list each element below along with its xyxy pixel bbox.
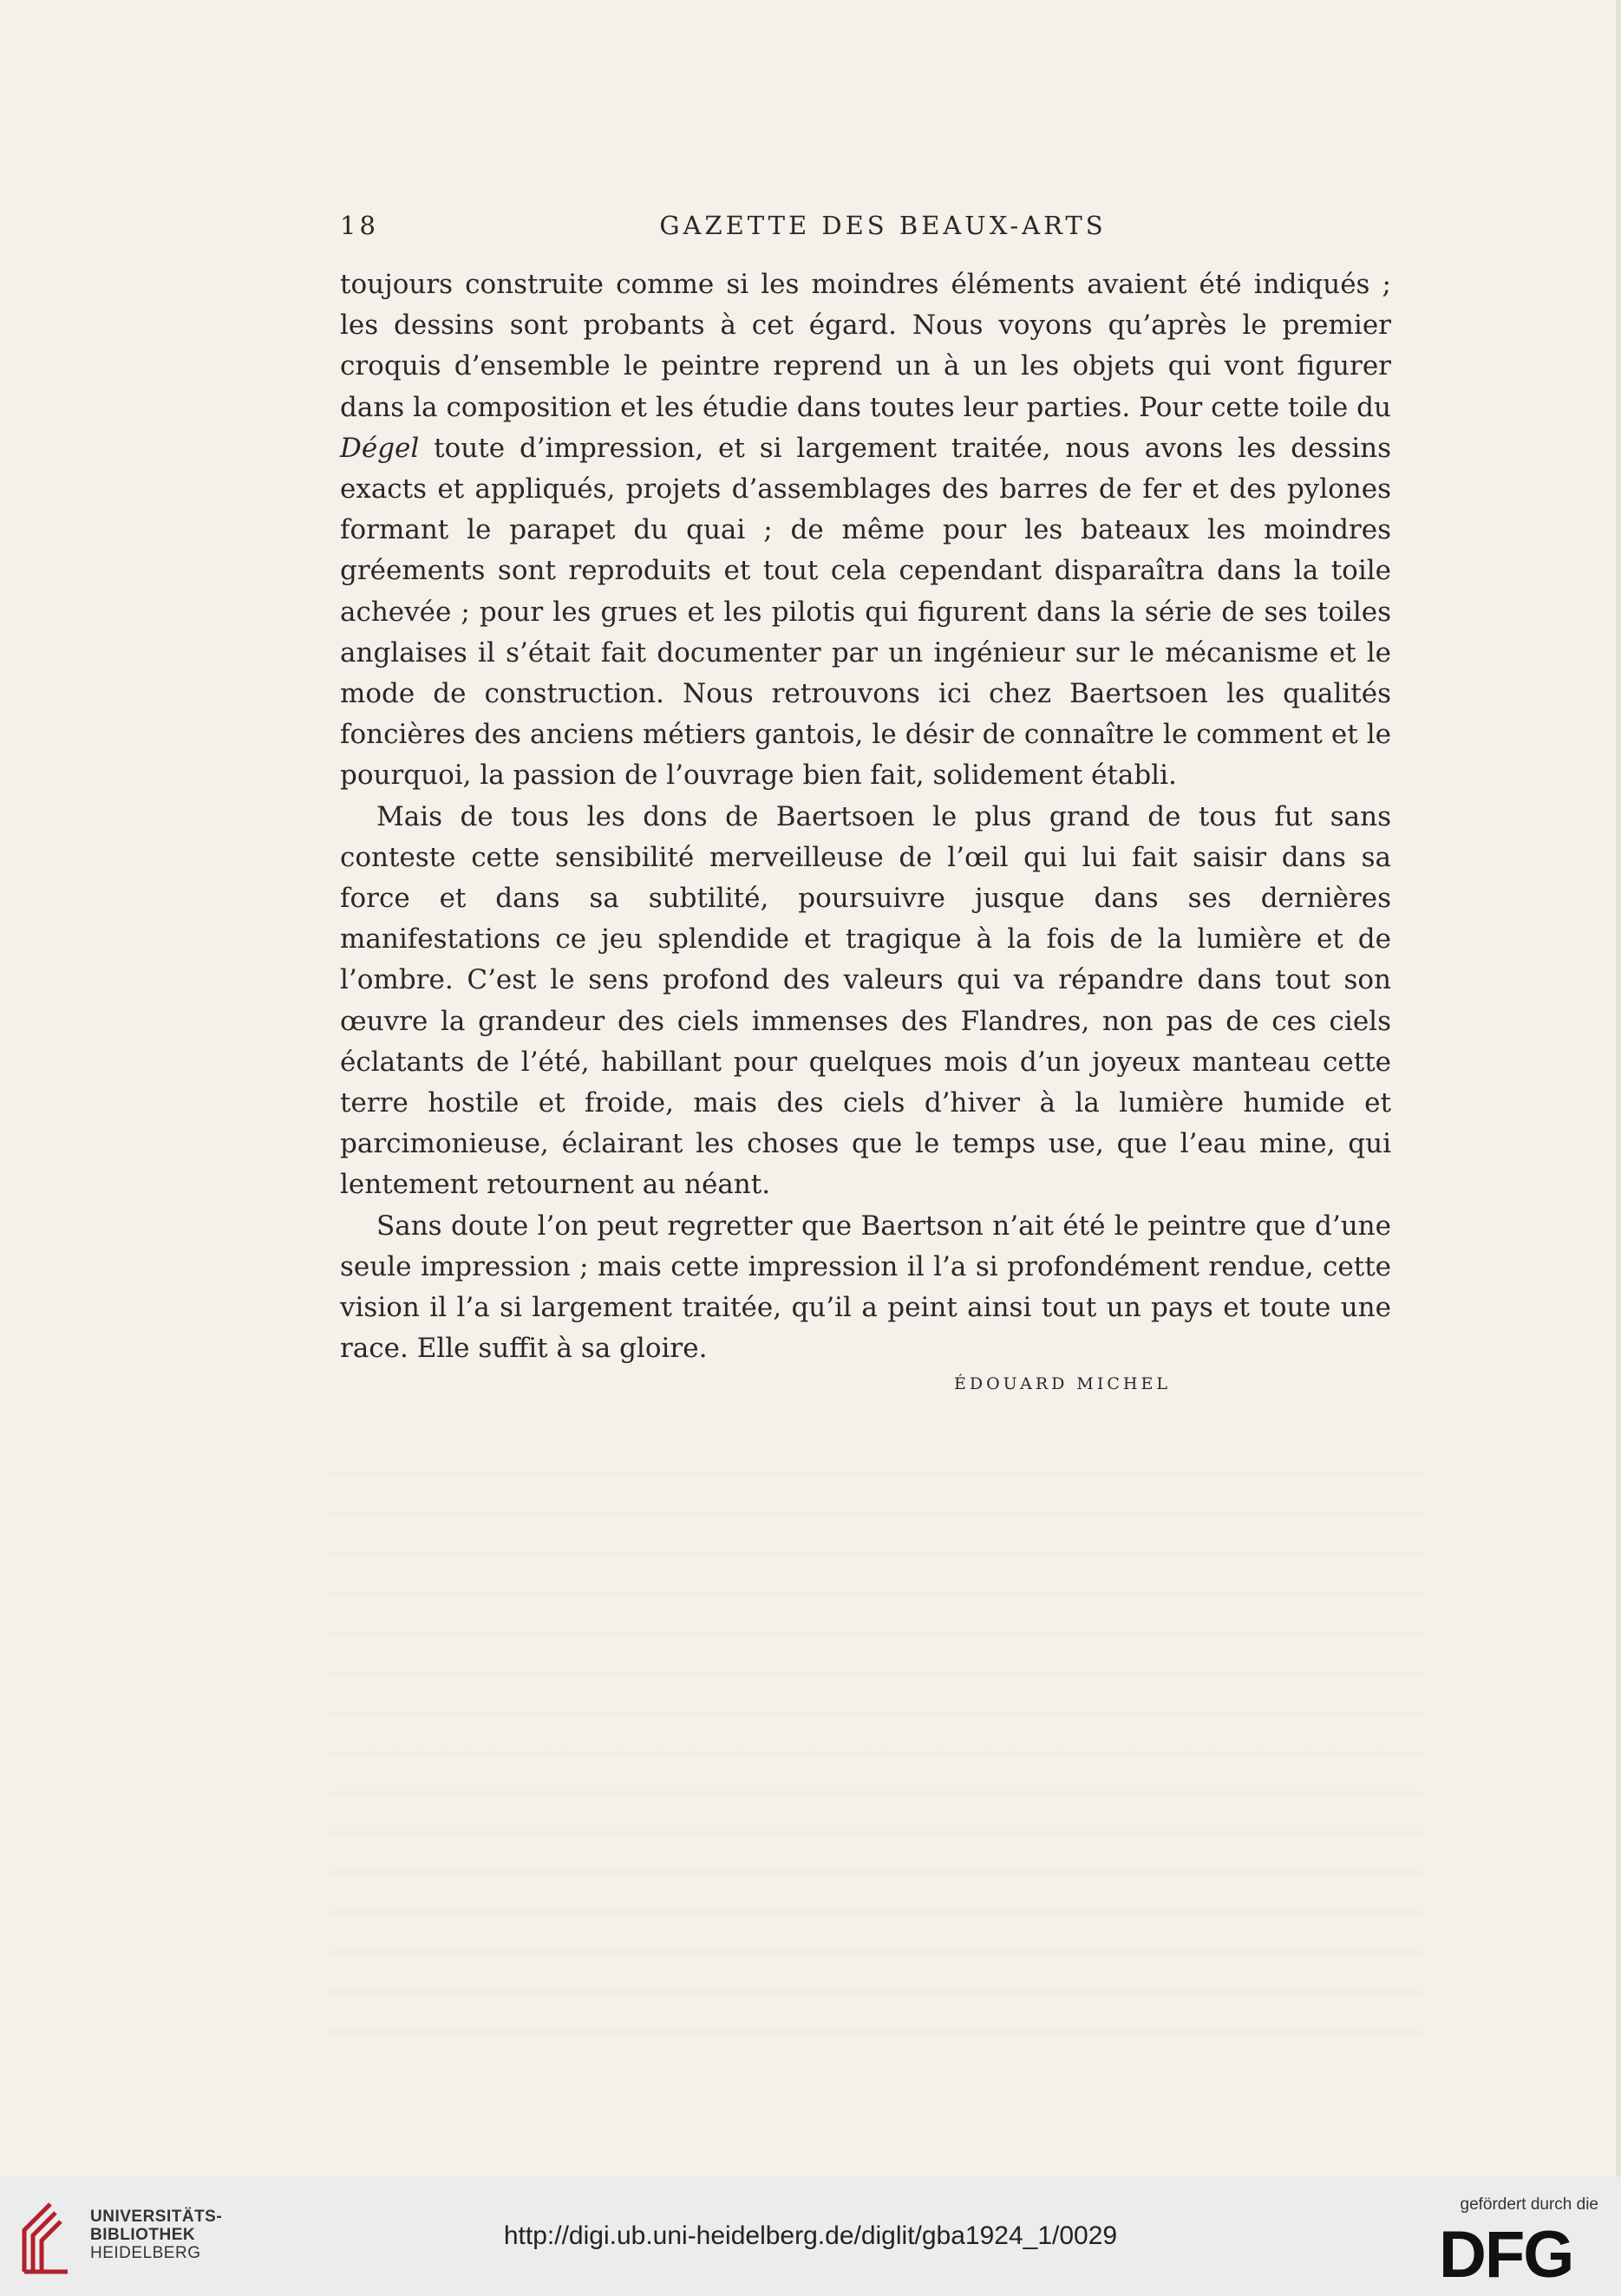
paragraph-1-part-a: toujours construite comme si les moindres éléments avaient été indiqués ; les dessins sont probants à cet égard. Nous voyons qu’après le premier croquis d’ensemble le peintre reprend un à un les objets qui vont figurer dans la composition et les étudie dans toutes leur parties. Pour cette toile du (340, 269, 1391, 423)
paragraph-3: Sans doute l’on peut regretter que Baertson n’ait été le peintre que d’une seule impression ; mais cette impression il l’a si profondément rendue, cette vision il l’a si largement traitée, qu’il a peint ainsi tout un pays et toute une race. Elle suffit à sa gloire. (340, 1210, 1391, 1365)
library-name-line-2: BIBLIOTHEK (90, 2226, 196, 2244)
page-number: 18 (340, 211, 379, 240)
author-signature: ÉDOUARD MICHEL (954, 1374, 1171, 1393)
library-name-line-3: HEIDELBERG (90, 2244, 201, 2262)
paragraph-1-part-b: toute d’impression, et si largement traitée, nous avons les dessins exacts et appliqués, projets d’assemblages des barres de fer et des pylones formant le parapet du quai ; de même pour les bateaux les moindres gréements sont reproduits et tout cela cependant disparaîtra dans la toile achevée ; pour les grues et les pilotis qui figurent dans la série de ses toiles anglaises il s’était fait documenter par un ingénieur sur le mécanisme et le mode de construction. Nous retrouvons ici chez Baertsoen les qualités foncières des anciens métiers gantois, le désir de connaître le comment et le pourquoi, la passion de l’ouvrage bien fait, solidement établi. (340, 432, 1391, 792)
page-edge-shadow (1616, 0, 1621, 2176)
italic-title-degel: Dégel (340, 432, 420, 464)
digitization-footer (0, 2176, 1621, 2296)
library-name-line-1: UNIVERSITÄTS- (90, 2208, 223, 2226)
dfg-logo-text: DFG (1439, 2223, 1573, 2286)
show-through-texture (330, 1439, 1422, 2064)
dfg-logo-icon[interactable] (1439, 2223, 1597, 2286)
article-text (340, 264, 1391, 1369)
running-title: GAZETTE DES BEAUX-ARTS (659, 211, 1107, 240)
permalink-url[interactable]: http://digi.ub.uni-heidelberg.de/diglit/gba1924_1/0029 (503, 2221, 1118, 2250)
paragraph-1 (340, 264, 1391, 797)
funding-caption: gefördert durch die (1460, 2195, 1598, 2214)
page-header (340, 211, 1391, 251)
paragraph-2: Mais de tous les dons de Baertsoen le plus grand de tous fut sans conteste cette sensibilité merveilleuse de l’œil qui lui fait saisir dans sa force et dans sa subtilité, poursuivre jusque dans ses dernières manifestations ce jeu splendide et tragique à la fois de la lumière et de l’ombre. C’est le sens profond des valeurs qui va répandre dans tout son œuvre la grandeur des ciels immenses des Flandres, non pas de ces ciels éclatants de l’été, habillant pour quelques mois d’un joyeux manteau cette terre hostile et froide, mais des ciels d’hiver à la lumière humide et parcimonieuse, éclairant les choses que le temps use, que l’eau mine, qui lentement retournent au néant. (340, 800, 1391, 1201)
